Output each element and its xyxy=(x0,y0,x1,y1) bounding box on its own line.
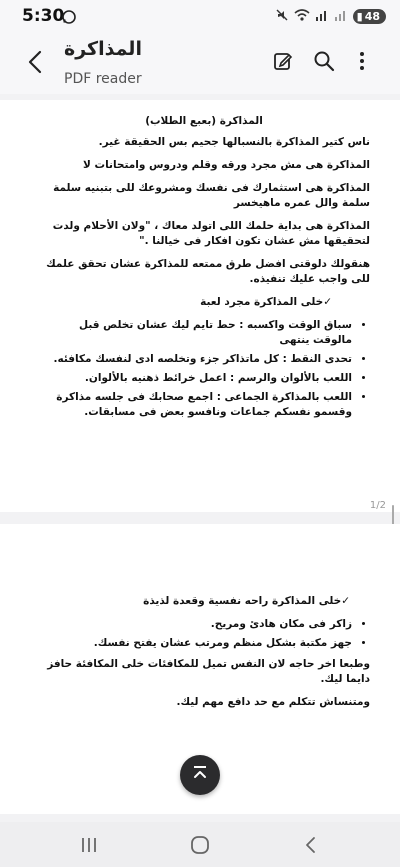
system-nav-bar xyxy=(0,822,400,867)
page1-paragraph: ناس كتير المذاكرة بالنسبالها جحيم بس الحقيقة غير. xyxy=(98,136,370,148)
battery-indicator xyxy=(353,9,386,24)
page2-paragraph: ومتنساش تتكلم مع حد دافع مهم ليك. xyxy=(176,696,370,708)
search-icon[interactable] xyxy=(311,48,337,74)
bullet-item: • اللعب بالمذاكرة الجماعى : اجمع صحابك فى جلسه مذاكرة وقسمو نفسكم جماعات ونافسو بعض فى مسابقات. xyxy=(38,390,352,420)
signal-icon-2 xyxy=(334,7,348,26)
signal-icon xyxy=(315,7,329,26)
page1-content xyxy=(38,114,370,424)
page2-paragraph: وطبعا اخر حاجه لان النفس تميل للمكافئات خلى المكافئة حافز دايما ليك. xyxy=(47,658,370,685)
mute-icon xyxy=(275,7,289,26)
page1-heading: المذاكرة (بعبع الطلاب) xyxy=(145,115,263,127)
more-vert-icon[interactable] xyxy=(349,48,375,74)
document-subtitle: PDF reader xyxy=(64,71,142,87)
page1-paragraph: المذاكرة هى استثمارك فى نفسك ومشروعك للى بتبنيه سلمة سلمة والل عمره ماهيخسر xyxy=(53,182,370,209)
battery-icon: ▮ xyxy=(356,10,363,23)
edit-icon[interactable] xyxy=(270,48,296,74)
scroll-to-top-icon xyxy=(191,764,209,786)
bullet-item: • جهز مكتبة بشكل منظم ومرتب عشان يفتح نفسك. xyxy=(38,636,352,651)
wifi-icon xyxy=(294,7,310,26)
page1-paragraph: هنقولك دلوقتى افضل طرق ممتعه للمذاكرة عشان تحقق علمك للى واجب عليك تنفيذه. xyxy=(46,258,370,285)
bullet-item: • اللعب بالألوان والرسم : اعمل خرائط ذهنيه بالألوان. xyxy=(38,371,352,386)
page2-bullet-list xyxy=(38,617,370,651)
status-bar xyxy=(0,0,400,32)
battery-level: 48 xyxy=(364,10,380,23)
page1-bullet-list xyxy=(38,318,370,420)
bullet-item: • تحدى النقط : كل ماتذاكر جزء وتخلصه ادى لنفسك مكافئه. xyxy=(38,352,352,367)
page-indicator: 1/2 xyxy=(369,500,386,511)
recent-apps-icon[interactable] xyxy=(78,834,100,856)
app-header xyxy=(0,32,400,94)
scroll-to-top-button[interactable] xyxy=(180,755,220,795)
bullet-item: • سباق الوقت واكسبه : حط تايم ليك عشان تخلص قبل مالوقت ينتهى xyxy=(38,318,352,348)
page2-content xyxy=(38,594,370,718)
page2-check-heading: ✓خلى المذاكرة راحه نفسية وقعدة لذيذة xyxy=(143,595,350,607)
back-arrow-icon[interactable] xyxy=(24,48,48,76)
page1-check-heading: ✓خلى المذاكرة مجرد لعبة xyxy=(200,296,332,308)
pdf-page-1[interactable] xyxy=(0,100,400,512)
bullet-item: • زاكر فى مكان هادئ ومريح. xyxy=(38,617,352,632)
status-time: 5:30 xyxy=(22,6,65,26)
back-nav-icon[interactable] xyxy=(300,834,322,856)
home-icon[interactable] xyxy=(189,834,211,856)
page1-paragraph: المذاكرة هى بداية حلمك اللى اتولد معاك ، "ولان الأحلام ولدت لتحقيقها مش عشان تكون افكار فى خيالنا ." xyxy=(52,220,370,247)
page1-paragraph: المذاكرة هى مش مجرد ورقه وقلم ودروس وامتحانات لا xyxy=(83,159,370,171)
document-title: المذاكرة xyxy=(64,38,142,60)
whatsapp-icon xyxy=(62,9,76,28)
